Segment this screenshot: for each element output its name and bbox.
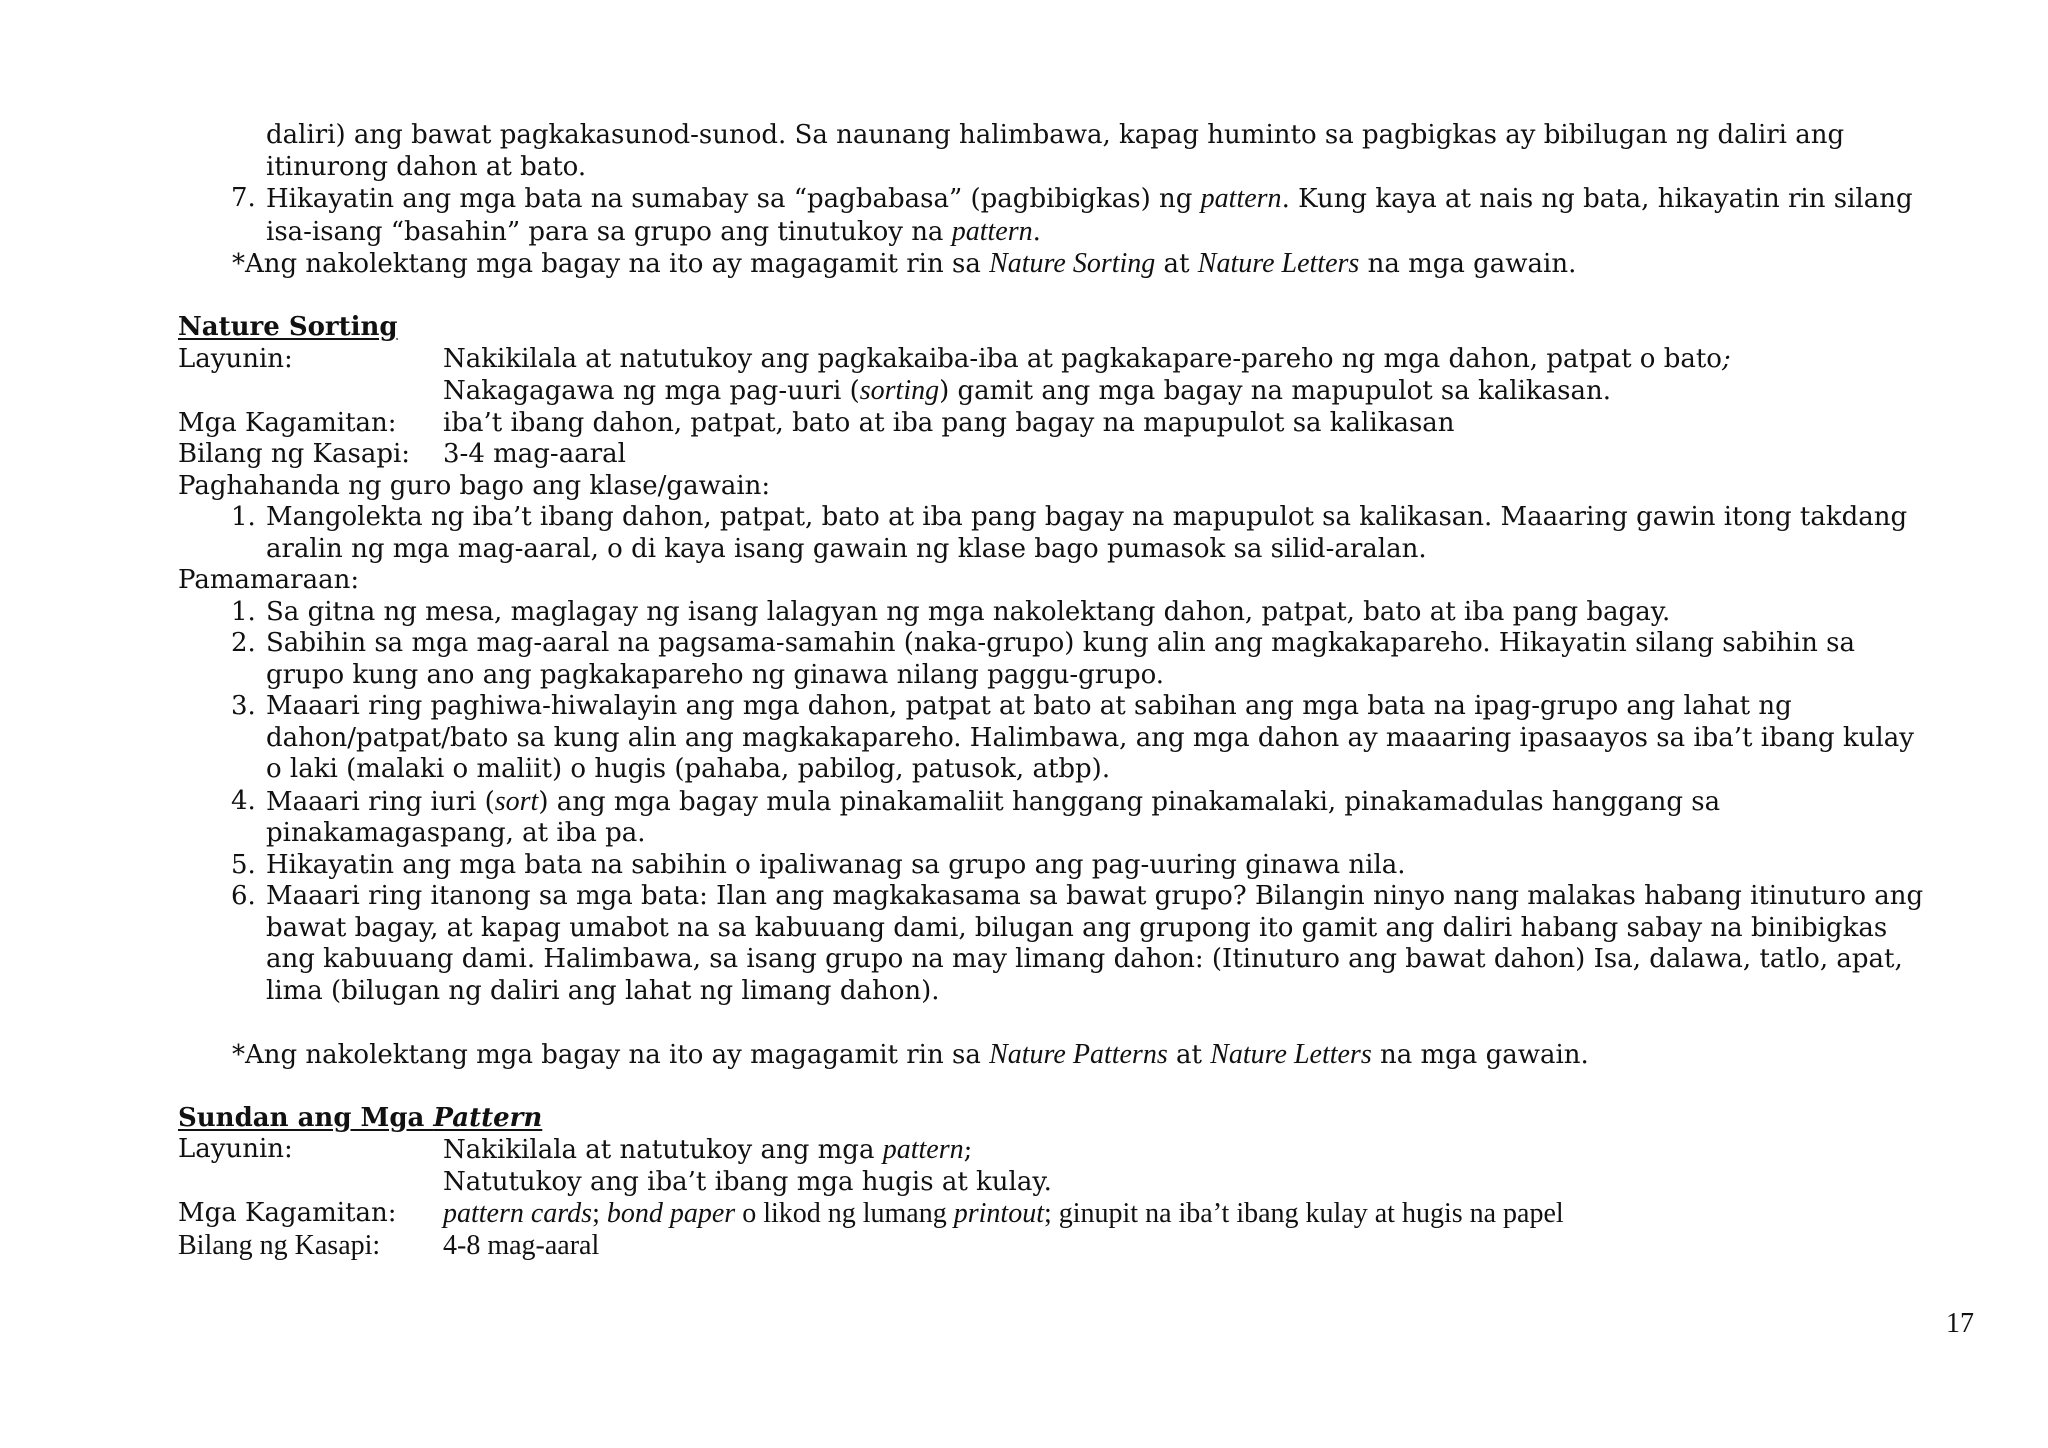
text-line: Mangolekta ng iba’t ibang dahon, patpat, bato at iba pang bagay na mapupulot sa kalikasan. Maaaring gawin itong takdang	[266, 502, 1908, 532]
list-item	[178, 691, 1958, 786]
list-number: 2.	[231, 628, 256, 658]
text-line: dahon/patpat/bato sa kung alin ang magkakapareho. Halimbawa, ang mga dahon ay maaaring ipasaayos sa iba’t ibang kulay	[266, 722, 1914, 753]
list-number: 6.	[231, 881, 256, 911]
list-item	[178, 628, 1958, 691]
text-line: Sa gitna ng mesa, maglagay ng isang lalagyan ng mga nakolektang dahon, patpat, bato at iba pang bagay.	[266, 596, 1671, 627]
text-line: pinakamagaspang, at iba pa.	[266, 818, 646, 848]
list-item	[178, 850, 1958, 882]
field-value: 3-4 mag-aaral	[443, 439, 626, 469]
text-line: o laki (malaki o maliit) o hugis (pahaba, pabilog, patusok, atbp).	[266, 754, 1111, 784]
text-line: Hikayatin ang mga bata na sumabay sa “pagbabasa” (pagbibigkas) ng pattern. Kung kaya at nais ng bata, hikayatin rin silang	[266, 183, 1913, 214]
field-layunin	[178, 344, 1958, 408]
paghahanda-label: Paghahanda ng guro bago ang klase/gawain:	[178, 470, 771, 501]
note-text: *Ang nakolektang mga bagay na ito ay magagamit rin sa Nature Sorting at Nature Letters na mga gawain.	[232, 248, 1577, 279]
document-page	[178, 120, 1958, 1261]
field-kagamitan	[178, 1198, 1958, 1230]
text-line: Maaari ring paghiwa-hiwalayin ang mga dahon, patpat at bato at sabihan ang mga bata na ipag-grupo ang lahat ng	[266, 691, 1792, 721]
text-line: itinurong dahon at bato.	[266, 151, 587, 182]
field-kagamitan	[178, 408, 1958, 440]
page-number: 17	[1946, 1308, 1974, 1339]
field-value: iba’t ibang dahon, patpat, bato at iba pang bagay na mapupulot sa kalikasan	[443, 407, 1455, 438]
field-label: Bilang ng Kasapi:	[178, 439, 411, 469]
field-value: Nakikilala at natutukoy ang pagkakaiba-iba at pagkakapare-pareho ng mga dahon, patpat o bato; Nakagagawa ng mga pag-uuri (sorting) gamit ang mga bagay na mapupulot sa kalikasan.	[443, 343, 1731, 406]
text-line: Hikayatin ang mga bata na sabihin o ipaliwanag sa grupo ang pag-uuring ginawa nila.	[266, 849, 1406, 880]
section-title-nature-sorting: Nature Sorting	[178, 312, 398, 342]
list-number: 3.	[231, 691, 256, 721]
field-layunin	[178, 1134, 1958, 1198]
text-line: daliri) ang bawat pagkakasunod-sunod. Sa naunang halimbawa, kapag huminto sa pagbigkas ay bibilugan ng daliri ang	[266, 120, 1845, 150]
list-number: 1.	[231, 502, 256, 532]
note-text: *Ang nakolektang mga bagay na ito ay magagamit rin sa Nature Patterns at Nature Letters na mga gawain.	[232, 1038, 1589, 1070]
list-number: 7.	[231, 183, 256, 213]
text-line: lima (bilugan ng daliri ang lahat ng limang dahon).	[266, 975, 940, 1006]
text-line: Maaari ring itanong sa mga bata: Ilan ang magkakasama sa bawat grupo? Bilangin ninyo nang malakas habang itinuturo ang	[266, 881, 1924, 911]
list-number: 4.	[231, 785, 256, 816]
field-label: Layunin:	[178, 343, 293, 374]
list-item	[178, 597, 1958, 629]
field-value: 4-8 mag-aaral	[443, 1229, 600, 1261]
text-line: Sabihin sa mga mag-aaral na pagsama-samahin (naka-grupo) kung alin ang magkakapareho. Hikayatin silang sabihin sa	[266, 628, 1855, 658]
list-item	[178, 502, 1958, 565]
list-item	[178, 786, 1958, 850]
field-label: Mga Kagamitan:	[178, 407, 397, 438]
field-label: Mga Kagamitan:	[178, 1198, 397, 1228]
list-number: 5.	[231, 849, 256, 880]
list-item-continuation	[178, 120, 1958, 183]
field-label: Bilang ng Kasapi:	[178, 1229, 381, 1261]
text-line: aralin ng mga mag-aaral, o di kaya isang gawain ng klase bago pumasok sa silid-aralan.	[266, 533, 1427, 564]
field-label: Layunin:	[178, 1134, 293, 1164]
list-item-7	[178, 183, 1958, 248]
text-line: isa-isang “basahin” para sa grupo ang tinutukoy na pattern.	[266, 215, 1041, 247]
pamamaraan-label: Pamamaraan:	[178, 565, 360, 595]
section-title-sundan-pattern: Sundan ang Mga Pattern	[178, 1102, 543, 1133]
field-value: Nakikilala at natutukoy ang mga pattern; Natutukoy ang iba’t ibang mga hugis at kulay.	[443, 1134, 1052, 1197]
field-value: pattern cards; bond paper o likod ng lumang printout; ginupit na iba’t ibang kulay at hugis na papel	[443, 1198, 1564, 1229]
text-line: grupo kung ano ang pagkakapareho ng ginawa nilang paggu-grupo.	[266, 659, 1165, 690]
list-item	[178, 881, 1958, 1007]
text-line: bawat bagay, at kapag umabot na sa kabuuang dami, bilugan ang grupong ito gamit ang daliri habang sabay na binibigkas	[266, 912, 1888, 943]
text-line: Maaari ring iuri (sort) ang mga bagay mula pinakamaliit hanggang pinakamalaki, pinakamadulas hanggang sa	[266, 785, 1721, 817]
field-kasapi	[178, 439, 1958, 471]
text-line: ang kabuuang dami. Halimbawa, sa isang grupo na may limang dahon: (Itinuturo ang bawat dahon) Isa, dalawa, tatlo, apat,	[266, 944, 1903, 974]
field-kasapi	[178, 1230, 1958, 1262]
list-number: 1.	[231, 596, 256, 627]
